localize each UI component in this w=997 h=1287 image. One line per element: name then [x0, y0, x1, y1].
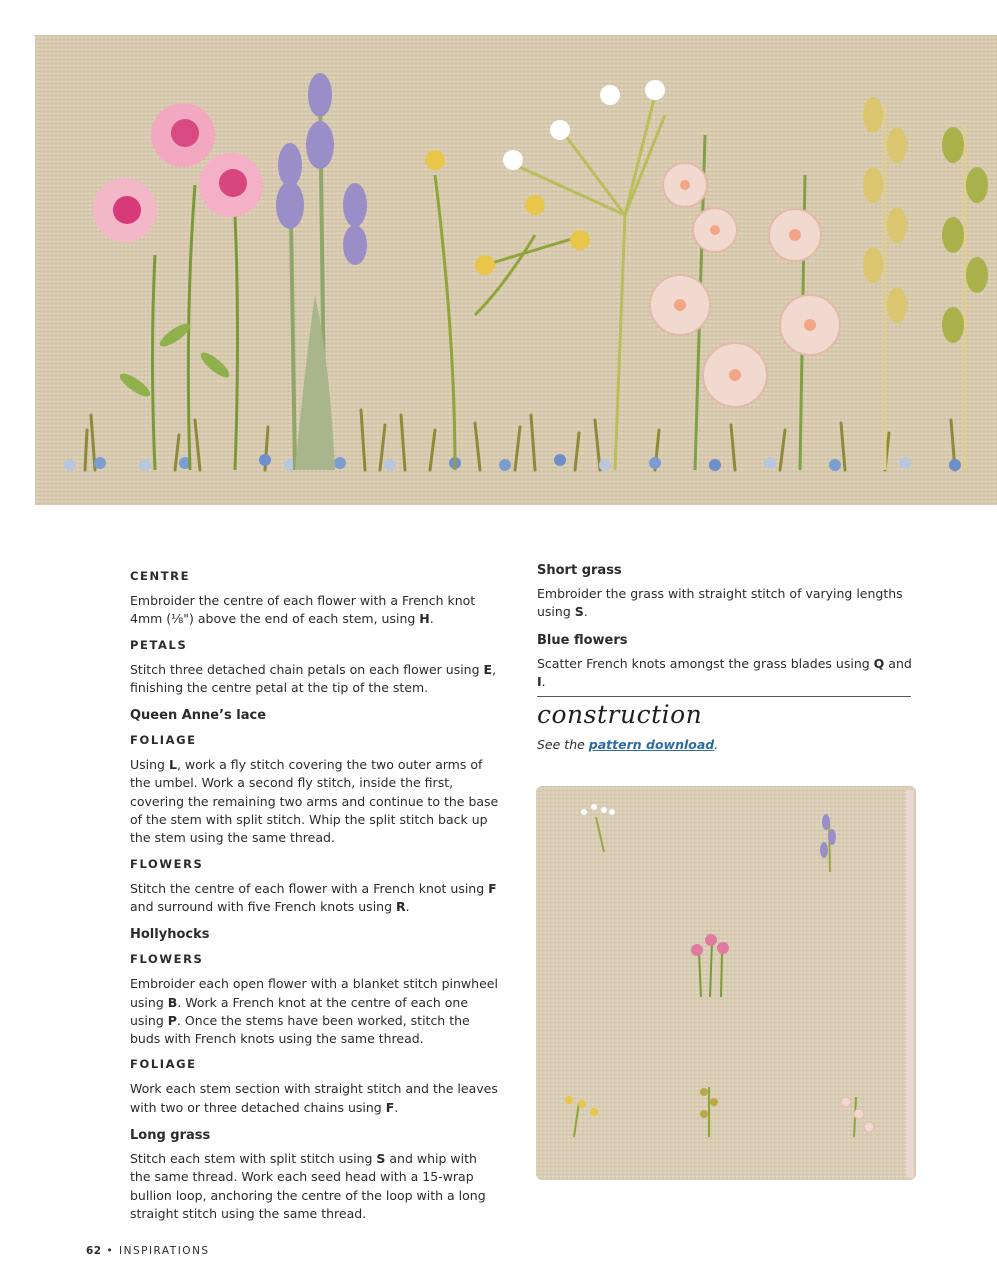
short-grass-text: Embroider the grass with straight stitch of varying lengths using S.: [537, 586, 903, 620]
qal-foliage-text: Using L, work a fly stitch covering the two outer arms of the umbel. Work a second fly stitch, inside the first, covering the remaining two arms and continue to the base of the stem with split stitch. Whip the split stitch back up the stem using the same thread.: [130, 757, 499, 846]
qal-foliage-heading: FOLIAGE: [130, 733, 197, 748]
construction-title: construction: [537, 700, 703, 729]
blue-flowers-text: Scatter French knots amongst the grass blades using Q and I.: [537, 655, 912, 689]
qal-flowers-heading: FLOWERS: [130, 856, 204, 871]
centre-text: Embroider the centre of each flower with a French knot 4mm (⅛") above the end of each stem, using H.: [130, 593, 476, 627]
hollyhocks-foliage-heading: FOLIAGE: [130, 1057, 197, 1072]
hollyhocks-flowers-heading: FLOWERS: [130, 952, 204, 967]
right-text-column: [537, 560, 912, 697]
magazine-name: INSPIRATIONS: [119, 1245, 210, 1257]
blue-flowers-heading: Blue flowers: [537, 632, 628, 648]
qal-flowers-text: Stitch the centre of each flower with a French knot using F and surround with five French knots using R.: [130, 880, 497, 914]
petals-heading: PETALS: [130, 637, 188, 652]
petals-text: Stitch three detached chain petals on each flower using E, finishing the centre petal at the tip of the stem.: [130, 661, 497, 695]
hero-embroidery-photo: [35, 35, 997, 505]
queen-annes-lace-heading: Queen Anne’s lace: [130, 708, 267, 724]
footer-separator: •: [106, 1245, 115, 1257]
centre-heading: CENTRE: [130, 569, 191, 583]
long-grass-heading: Long grass: [130, 1128, 211, 1144]
left-text-column: [130, 560, 500, 1229]
short-grass-heading: Short grass: [537, 563, 622, 578]
hollyhocks-heading: Hollyhocks: [130, 927, 210, 943]
page-footer: [86, 1245, 210, 1257]
construction-note: See the pattern download.: [537, 737, 719, 752]
page-number: 62: [86, 1245, 102, 1257]
hollyhocks-foliage-text: Work each stem section with straight stitch and the leaves with two or three detached chains using F.: [130, 1081, 498, 1115]
section-divider: [537, 696, 911, 697]
pattern-download-link[interactable]: pattern download: [588, 737, 715, 752]
finished-pouch-photo: [534, 782, 924, 1188]
hollyhocks-flowers-text: Embroider each open flower with a blanket stitch pinwheel using B. Work a French knot at the centre of each one using P. Once the stems have been worked, stitch the buds with French knots using the same thread.: [130, 976, 498, 1047]
long-grass-text: Stitch each stem with split stitch using S and whip with the same thread. Work each seed head with a 15-wrap bullion loop, anchoring the centre of the loop with a long straight stitch using the same thread.: [130, 1151, 486, 1221]
